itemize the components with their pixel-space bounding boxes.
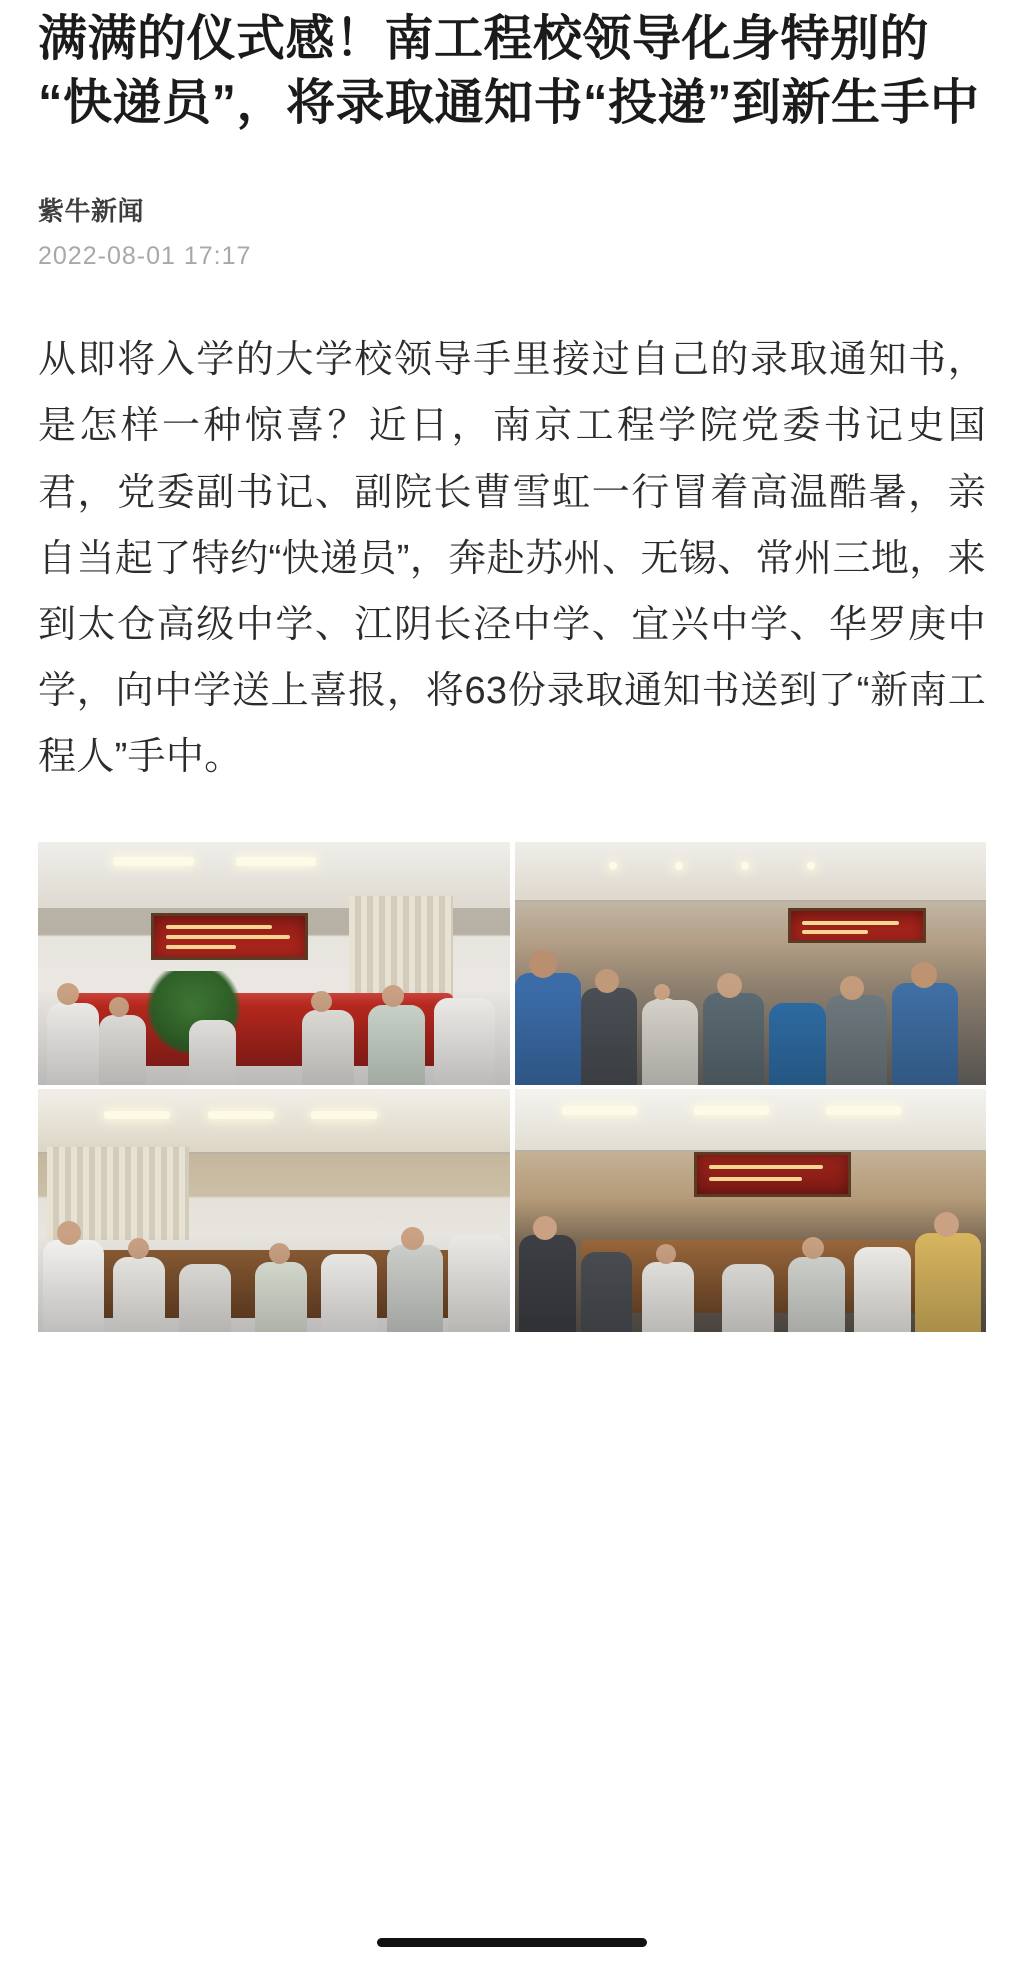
ceiling-light-icon [826, 1106, 901, 1115]
banner-line [166, 925, 272, 929]
banner-line [802, 930, 868, 934]
banner-line [166, 935, 290, 939]
photo-auditorium-audience[interactable] [515, 842, 987, 1085]
projection-screen [694, 1152, 851, 1197]
article-body-paragraph: 从即将入学的大学校领导手里接过自己的录取通知书，是怎样一种惊喜？近日，南京工程学院党委书记史国君，党委副书记、副院长曹雪虹一行冒着高温酷暑，亲自当起了特约“快递员”，奔赴苏州、无锡、常州三地，来到太仓高级中学、江阴长泾中学、宜兴中学、华罗庚中学，向中学送上喜报，将63份录取通知书送到了“新南工程人”手中。 [38, 339, 986, 779]
ceiling-light-icon [675, 862, 683, 870]
photo-meeting-room-red-banner[interactable] [38, 842, 510, 1085]
ceiling-decor [515, 1089, 987, 1152]
article-image-gallery [38, 842, 986, 1332]
article-source[interactable]: 紫牛新闻 [38, 196, 145, 227]
ceiling-light-icon [562, 1106, 637, 1115]
photo-shading [515, 988, 987, 1085]
photo-shading [38, 1235, 510, 1332]
article-meta [38, 191, 986, 271]
screen-line [709, 1177, 803, 1181]
ceiling-light-icon [113, 857, 193, 866]
ceiling-light-icon [208, 1111, 274, 1119]
audience-head [529, 950, 557, 978]
page-title: 满满的仪式感！南工程校领导化身特别的“快递员”，将录取通知书“投递”到新生手中 [38, 12, 980, 130]
ceiling-light-icon [236, 857, 316, 866]
home-indicator[interactable] [377, 1938, 647, 1947]
banner-line [802, 921, 900, 925]
photo-shading [38, 988, 510, 1085]
screen-line [709, 1165, 824, 1169]
ceiling-light-icon [694, 1106, 769, 1115]
stage-banner [151, 913, 308, 960]
ceiling-light-icon [609, 862, 617, 870]
ceiling-light-icon [741, 862, 749, 870]
audience-head [911, 962, 937, 988]
photo-meeting-room-projection[interactable] [515, 1089, 987, 1332]
ceiling-light-icon [104, 1111, 170, 1119]
ceiling-decor [38, 1089, 510, 1154]
article-timestamp: 2022-08-01 17:17 [38, 242, 252, 271]
ceiling-light-icon [807, 862, 815, 870]
ceiling-decor [515, 842, 987, 902]
banner-line [166, 945, 235, 949]
ceiling-light-icon [311, 1111, 377, 1119]
stage-banner [788, 908, 926, 943]
photo-conference-room-wood-table[interactable] [38, 1089, 510, 1332]
window-curtain [349, 896, 453, 1003]
photo-shading [515, 1235, 987, 1332]
